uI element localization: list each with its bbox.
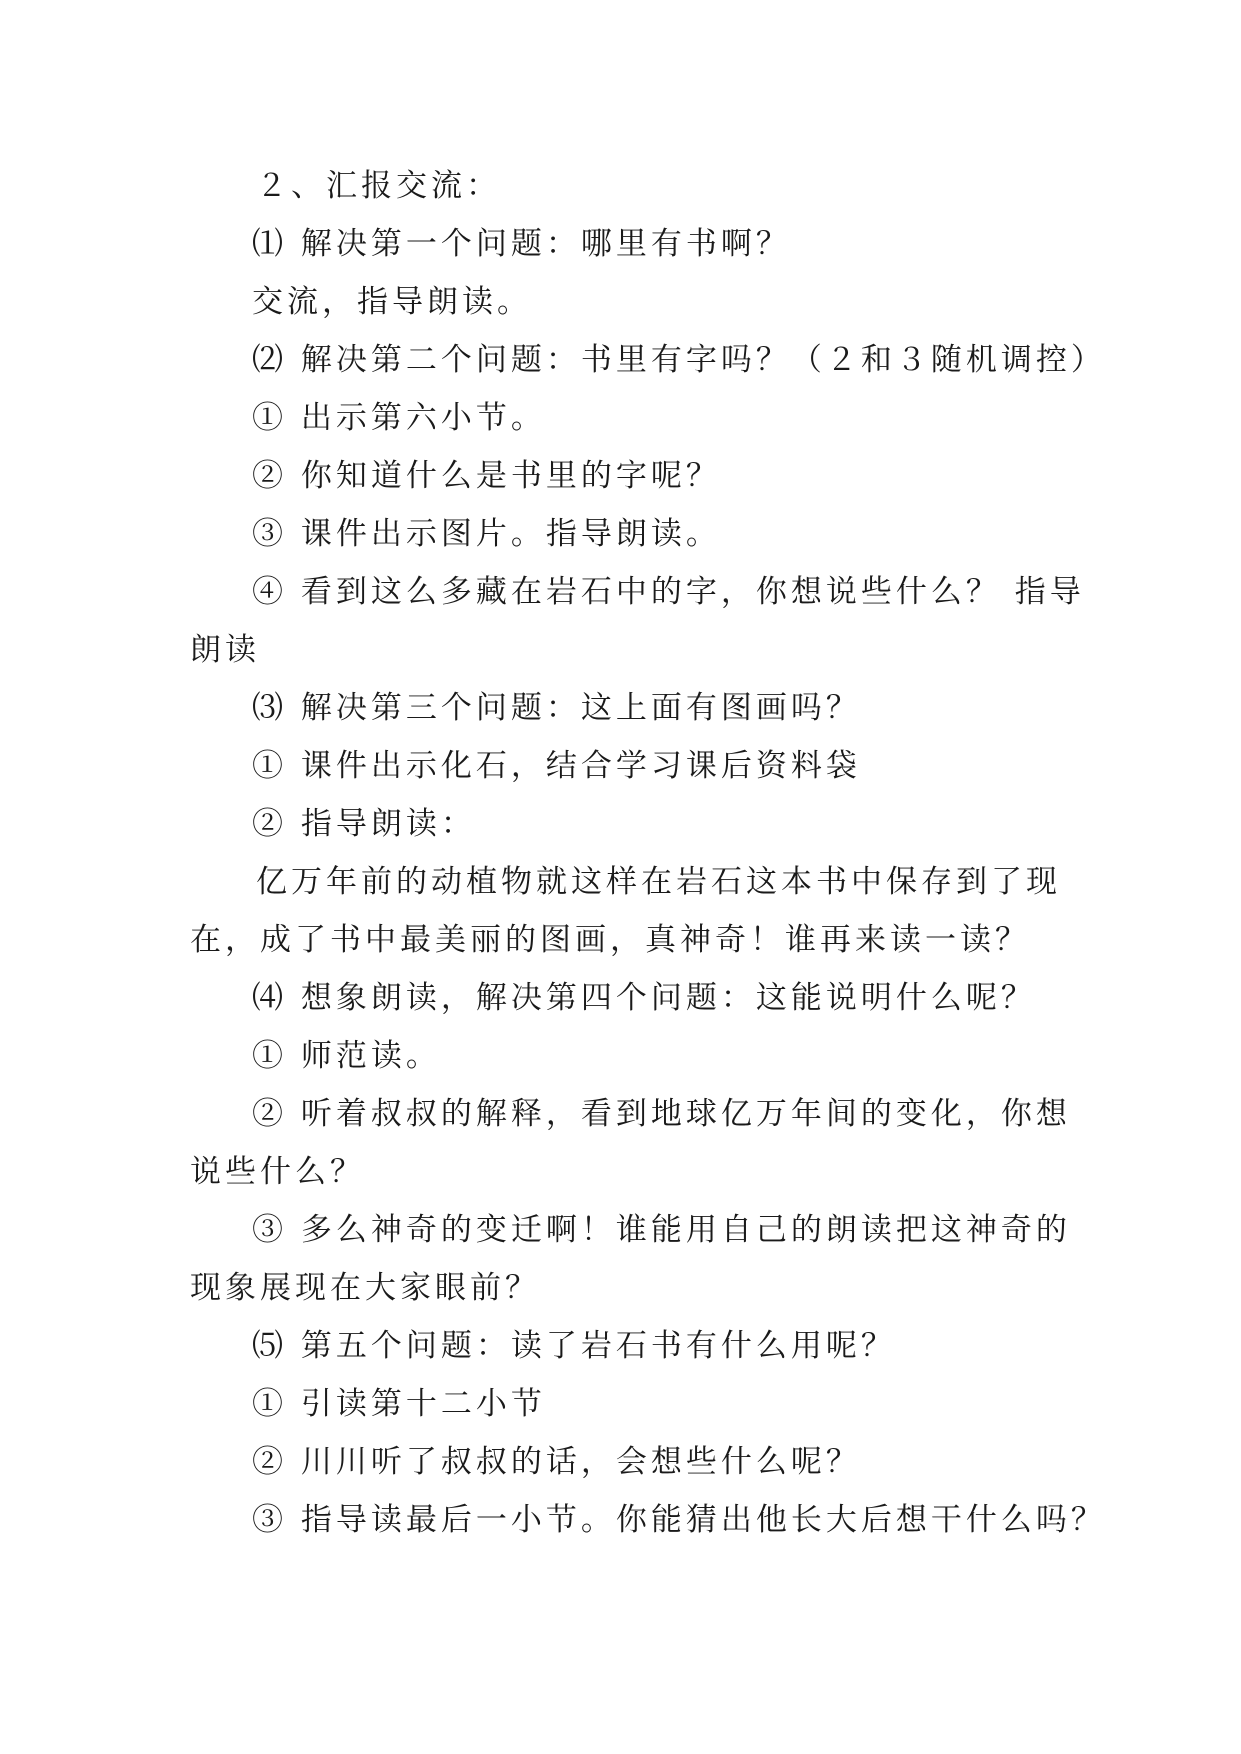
list-item-continuation: 现象展现在大家眼前？ <box>190 1270 540 1306</box>
question-1: ⑴ 解决第一个问题：哪里有书啊？ <box>252 226 791 262</box>
question-4: ⑷ 想象朗读，解决第四个问题：这能说明什么呢？ <box>252 980 1036 1016</box>
list-item: ③ 课件出示图片。指导朗读。 <box>252 516 721 552</box>
question-2: ⑵ 解决第二个问题：书里有字吗？（２和３随机调控） <box>252 342 1106 378</box>
list-item: ② 听着叔叔的解释，看到地球亿万年间的变化，你想 <box>252 1096 1071 1132</box>
list-item: ④ 看到这么多藏在岩石中的字，你想说些什么？ 指导 <box>252 574 1085 610</box>
list-item-continuation: 朗读 <box>190 632 260 668</box>
list-item: ② 你知道什么是书里的字呢？ <box>252 458 721 494</box>
paragraph-line: 在，成了书中最美丽的图画，真神奇！谁再来读一读？ <box>190 922 1030 958</box>
list-item: ② 指导朗读： <box>252 806 476 842</box>
section-heading: ２、汇报交流： <box>256 168 501 204</box>
paragraph-line: 亿万年前的动植物就这样在岩石这本书中保存到了现 <box>256 864 1061 900</box>
paragraph-line: 交流，指导朗读。 <box>252 284 532 320</box>
question-5: ⑸ 第五个问题：读了岩石书有什么用呢？ <box>252 1328 896 1364</box>
list-item: ① 引读第十二小节 <box>252 1386 546 1422</box>
list-item: ③ 指导读最后一小节。你能猜出他长大后想干什么吗？ <box>252 1502 1106 1538</box>
list-item: ① 师范读。 <box>252 1038 441 1074</box>
list-item: ① 课件出示化石，结合学习课后资料袋 <box>252 748 861 784</box>
list-item: ① 出示第六小节。 <box>252 400 546 436</box>
list-item: ② 川川听了叔叔的话，会想些什么呢？ <box>252 1444 861 1480</box>
question-3: ⑶ 解决第三个问题：这上面有图画吗？ <box>252 690 861 726</box>
list-item: ③ 多么神奇的变迁啊！谁能用自己的朗读把这神奇的 <box>252 1212 1071 1248</box>
list-item-continuation: 说些什么？ <box>190 1154 365 1190</box>
